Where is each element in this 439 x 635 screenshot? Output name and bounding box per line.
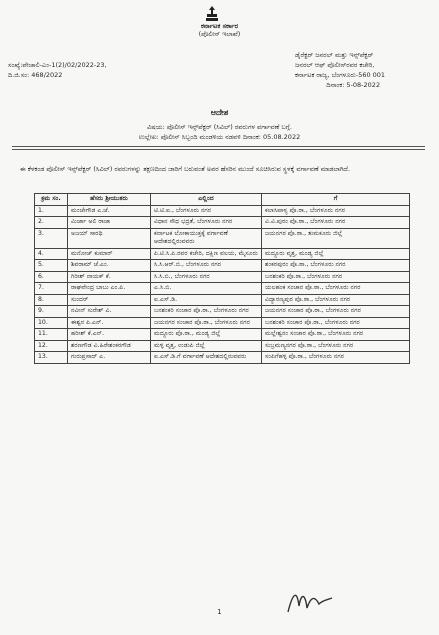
cell-serial: 8. [35,294,68,306]
cell-from: ಜಯನಗರ ಸಂಚಾರ ಪೊ.ಠಾ., ಬೆಂಗಳೂರು ನಗರ [151,317,262,329]
order-paragraph: ಈ ಕೆಳಕಂಡ ಪೊಲೀಸ್ ಇನ್ಸ್‌ಪೆಕ್ಟರ್ (ಸಿವಿಲ್) ರವರುಗಳನ್ನು ತಕ್ಷಣದಿಂದ ಜಾರಿಗೆ ಬರುವಂತೆ ಅವರ ಹೆಸರಿನ ಮುಂದೆ ಸೂಚಿಸಿರುವ ಸ್ಥಳಕ್ಕೆ ವರ್ಗಾವಣೆ ಮಾಡಲಾಗಿದೆ. [20,165,350,173]
cell-from: ಮಳ್ಳಿ ವೃತ್ತ, ಉಡುಪಿ ಜಿಲ್ಲೆ [151,340,262,352]
table-row [35,217,410,229]
cell-from: ಕರ್ನಾಟಕ ಲೋಕಾಯುಕ್ತಕ್ಕೆ ವರ್ಗಾವಣೆ ಆದೇಶದಲ್ಲಿರುವವರು [151,228,262,248]
cell-from: ಪಿ.ಟಿ.ಸಿ.ಪಿ.ರವರ ಕಚೇರಿ, ದಕ್ಷಿಣ ವಲಯ, ಮೈಸೂರು [151,248,262,260]
cell-serial: 5. [35,260,68,272]
office-address [295,50,385,90]
table-row [35,340,410,352]
table-header-row [35,194,410,206]
cell-name: ಗಿರೀಶ್ ನಾಯಕ್ ಕೆ. [68,271,151,283]
cell-serial: 6. [35,271,68,283]
cell-from: ಟಿ.ಟಿ.ಐ., ಬೆಂಗಳೂರು ನಗರ [151,205,262,217]
order-title: ಆದೇಶ [210,108,229,117]
cell-to: ಕಲಾಸಿಪಾಳ್ಯ ಪೊ.ಠಾ., ಬೆಂಗಳೂರು ನಗರ [262,205,410,217]
cell-serial: 3. [35,228,68,248]
cell-name: ಸುಂದರ್ [68,294,151,306]
table-row [35,228,410,248]
cell-name: ಮಿರ್ಜಾ ಅಲಿ ರಾಜಾ [68,217,151,229]
table-row [35,317,410,329]
address-line-2: ಜನರಲ್ ಆಫ್ ಪೊಲೀಸ್‌ರವರ ಕಚೇರಿ, [295,61,375,69]
cell-name: ಶಿವರಾಮ್ ಜೆ.ಎಂ. [68,260,151,272]
cell-to: ಜಯನಗರ ಸಂಚಾರ ಪೊ.ಠಾ., ಬೆಂಗಳೂರು ನಗರ [262,306,410,318]
cell-from: ಎ.ಸಿ.ಬಿ. [151,283,262,295]
cell-serial: 4. [35,248,68,260]
org-name: ಕರ್ನಾಟಕ ಸರ್ಕಾರ [200,22,239,30]
cell-from: ಬನಶಂಕರಿ ಸಂಚಾರ ಪೊ.ಠಾ., ಬೆಂಗಳೂರು ನಗರ [151,306,262,318]
table-row [35,283,410,295]
table-row [35,306,410,318]
cell-from: ಸಿ.ಸಿ.ಬಿ., ಬೆಂಗಳೂರು ನಗರ [151,271,262,283]
cell-to: ಸುಬ್ರಮಣ್ಯನಗರ ಪೊ.ಠಾ., ಬೆಂಗಳೂರು ನಗರ [262,340,410,352]
table-row [35,248,410,260]
cell-from: ಮದ್ದೂರು ಪೊ.ಠಾ., ಮಂಡ್ಯ ಜಿಲ್ಲೆ [151,329,262,341]
cell-name: ಹರೀಶ್ ಕೆ.ಎನ್. [68,329,151,341]
cell-name: ಈಶ್ವರ ಪಿ.ಎನ್. [68,317,151,329]
cell-to: ವಿ.ವಿ.ಪುರಂ ಪೊ.ಠಾ., ಬೆಂಗಳೂರು ನಗರ [262,217,410,229]
cell-serial: 10. [35,317,68,329]
page-number: 1 [217,608,222,616]
cell-from: ಸಿ.ಸಿ.ಆರ್.ಬಿ., ಬೆಂಗಳೂರು ನಗರ [151,260,262,272]
cell-serial: 11. [35,329,68,341]
table-row [35,329,410,341]
address-date: ದಿನಾಂಕ: 5-08-2022 [326,81,381,89]
cell-to: ಮಲ್ಲೇಶ್ವರಂ ಸಂಚಾರ ಪೊ.ಠಾ., ಬೆಂಗಳೂರು ನಗರ [262,329,410,341]
cell-from: ಐ.ಎಸ್.ಡಿ.ಗೆ ವರ್ಗಾವಣೆ ಆದೇಶದಲ್ಲಿರುವವರು [151,352,262,364]
cell-serial: 9. [35,306,68,318]
address-line-3: ಕರ್ನಾಟಕ ರಾಜ್ಯ, ಬೆಂಗಳೂರು-560 001 [295,71,386,79]
table-row [35,352,410,364]
order-dated: ದಿ.ಜಿ.ಸಂ: 468/2022 [8,71,63,79]
col-serial-header: ಕ್ರಮ ಸಂ. [35,194,68,206]
cell-serial: 2. [35,217,68,229]
divider [12,146,425,147]
cell-to: ಶಂಕರಪುರಂ ಪೊ.ಠಾ., ಬೆಂಗಳೂರು ನಗರ [262,260,410,272]
org-department: (ಪೊಲೀಸ್ ಇಲಾಖೆ) [198,30,241,38]
cell-to: ಯಲಹಂಕ ಸಂಚಾರ ಪೊ.ಠಾ., ಬೆಂಗಳೂರು ನಗರ [262,283,410,295]
col-from-header: ಎಲ್ಲಿಂದ [151,194,262,206]
cell-to: ಜಯನಗರ ಪೊ.ಠಾ., ತುಮಕೂರು ಜಿಲ್ಲೆ [262,228,410,248]
col-name-header: ಹೆಸರು ಶ್ರೀಯುತರು [68,194,151,206]
table-row [35,294,410,306]
cell-to: ಮದ್ದೂರು ವೃತ್ತ, ಮಂಡ್ಯ ಜಿಲ್ಲೆ [262,248,410,260]
cell-to: ಬನಶಂಕರಿ ಸಂಚಾರ ಪೊ.ಠಾ., ಬೆಂಗಳೂರು ನಗರ [262,317,410,329]
table-row [35,260,410,272]
cell-serial: 12. [35,340,68,352]
cell-from: ಐ.ಎಸ್.ಡಿ. [151,294,262,306]
cell-to: ಸಂಪಿಗೆಹಳ್ಳಿ ಪೊ.ಠಾ., ಬೆಂಗಳೂರು ನಗರ [262,352,410,364]
address-line-1: ಡೈರೆಕ್ಟರ್ ಜನರಲ್ ಮತ್ತು ಇನ್ಸ್‌ಪೆಕ್ಟರ್ [295,51,374,59]
cell-name: ಮನೋಜ್ ಕುಮಾರ್ [68,248,151,260]
cell-name: ರಾಘವೇಂದ್ರ ಬಾಬು ಎಂ.ಪಿ. [68,283,151,295]
order-number: ಸಂಖ್ಯೆ:ಪೇಚಾಲಿ-ಎಂ-1(2)/02/2022-23, [8,61,107,69]
state-emblem-icon [203,5,221,23]
transfer-table [34,193,410,364]
cell-to: ಬನಶಂಕರಿ ಪೊ.ಠಾ., ಬೆಂಗಳೂರು ನಗರ [262,271,410,283]
order-meta [8,60,107,80]
subject-line: ವಿಷಯ: ಪೊಲೀಸ್ ಇನ್ಸ್‌ಪೆಕ್ಟರ್ (ಸಿವಿಲ್) ರವರುಗಳ ವರ್ಗಾವಣೆ ಬಗ್ಗೆ. [147,123,292,131]
cell-serial: 7. [35,283,68,295]
cell-name: ಮಂಜೇಗೌಡ ಎ.ಜೆ. [68,205,151,217]
reference-line: ಉಲ್ಲೇಖ: ಪೊಲೀಸ್ ಸಿಬ್ಬಂದಿ ಮಂಡಳಿಯ ನಡವಳಿ ದಿನಾಂಕ: 05.08.2022 [138,133,301,141]
table-row [35,271,410,283]
col-to-header: ಗೆ [262,194,410,206]
cell-from: ವಿಧಾನ ಸೌಧ ಭದ್ರತೆ, ಬೆಂಗಳೂರು ನಗರ [151,217,262,229]
cell-name: ಗುರುಪ್ರಸಾದ್ ಎ. [68,352,151,364]
cell-name: ನವೀನ್ ಸುರೇಶ್ ವಿ. [68,306,151,318]
cell-serial: 1. [35,205,68,217]
cell-name: ಅಜಯ್ ಸಾರಥಿ [68,228,151,248]
table-row [35,205,410,217]
cell-to: ವಿದ್ಯಾರಣ್ಯಪುರ ಪೊ.ಠಾ., ಬೆಂಗಳೂರು ನಗರ [262,294,410,306]
cell-name: ಶರಣಗೌಡ ವಿ.ಹಿರೇಶಂಕರಗೌಡ [68,340,151,352]
cell-serial: 13. [35,352,68,364]
divider [12,149,425,150]
